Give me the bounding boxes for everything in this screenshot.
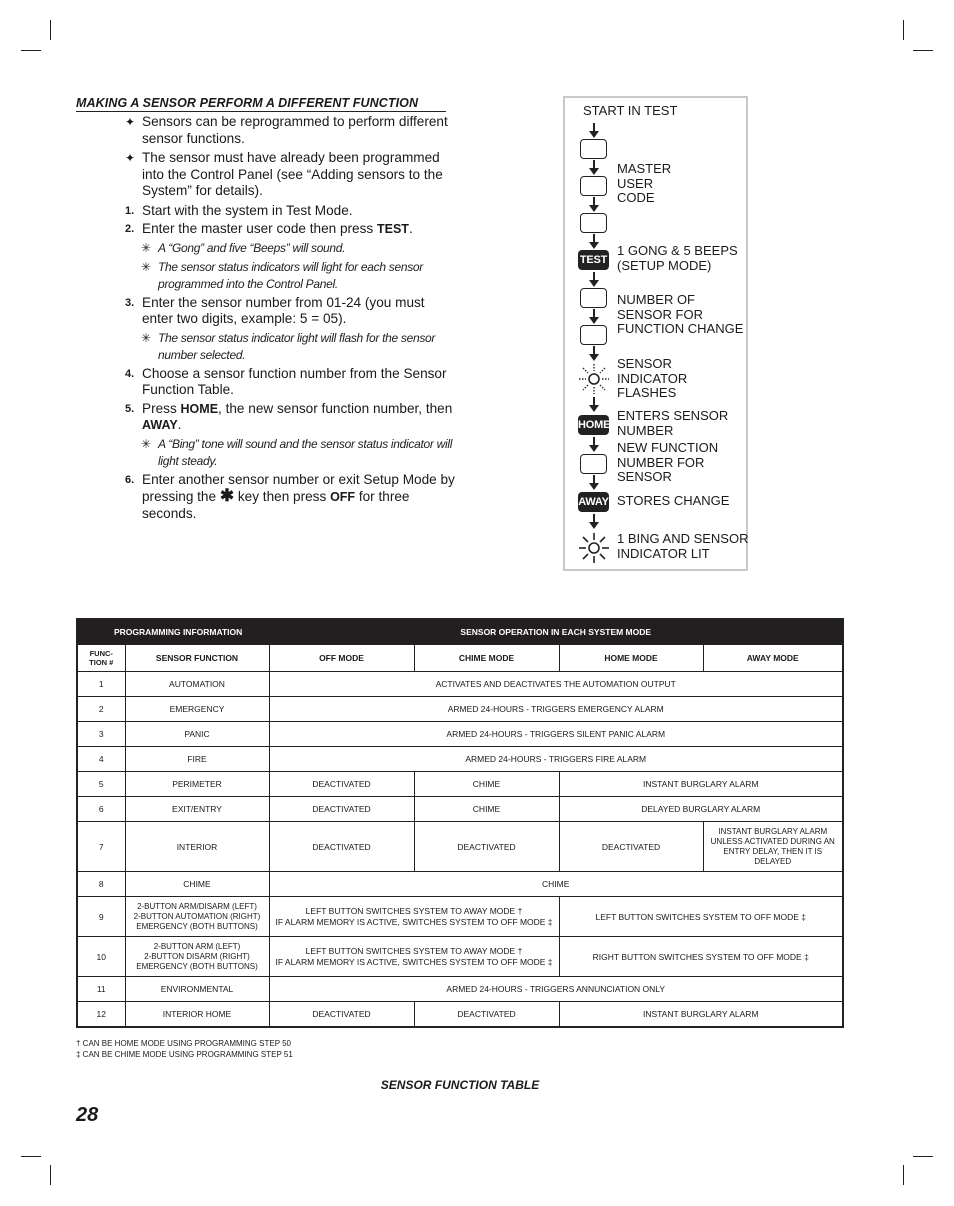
flashing-indicator-icon: [577, 362, 611, 396]
down-arrow-icon: [589, 346, 599, 361]
step-6: 6. Enter another sensor number or exit Setup Mode by pressing the ✱ key then press OFF for three seconds.: [125, 471, 455, 521]
table-row: 7 INTERIOR DEACTIVATED DEACTIVATED DEACTIVATED INSTANT BURGLARY ALARM UNLESS ACTIVATED DURING AN ENTRY DELAY, THEN IT IS DELAYED: [77, 822, 843, 872]
step-number: 2.: [125, 223, 135, 235]
bullet-item: [76, 114, 456, 147]
flow-master-code-label: MASTER USER CODE: [617, 161, 672, 206]
step-note: ✳ The sensor status indicator light will flash for the sensor number selected.: [141, 330, 436, 362]
lit-indicator-icon: [577, 531, 611, 565]
step-text: Start with the system in Test Mode.: [142, 202, 353, 218]
bullet-text: Sensors can be reprogrammed to perform different sensor functions.: [142, 114, 448, 146]
instructions: [76, 114, 456, 524]
step-number: 3.: [125, 296, 135, 309]
down-arrow-icon: [589, 397, 599, 412]
down-arrow-icon: [589, 160, 599, 175]
down-arrow-icon: [589, 514, 599, 529]
col-function-number: FUNC- TION #: [77, 645, 125, 672]
flow-enters-label: ENTERS SENSOR NUMBER: [617, 408, 729, 438]
section-heading: MAKING A SENSOR PERFORM A DIFFERENT FUNCTION: [76, 96, 446, 112]
step-text: Enter the master user code then press: [142, 221, 377, 236]
keypad-key-icon: [580, 288, 607, 308]
step-3: [76, 295, 456, 328]
page-number: 28: [76, 1104, 99, 1126]
crop-mark: [50, 20, 51, 40]
flow-bing-label: 1 BING AND SENSOR INDICATOR LIT: [617, 531, 749, 561]
down-arrow-icon: [589, 123, 599, 138]
flow-flashes-label: SENSOR INDICATOR FLASHES: [617, 356, 688, 401]
flow-gong-label: 1 GONG & 5 BEEPS (SETUP MODE): [617, 243, 738, 273]
table-row: 10 2-BUTTON ARM (LEFT) 2-BUTTON DISARM (RIGHT) EMERGENCY (BOTH BUTTONS) LEFT BUTTON SWITCHES SYSTEM TO AWAY MODE † IF ALARM MEMORY IS ACTIVE, SWITCHES SYSTEM TO OFF MODE ‡ RIGHT BUTTON SWITCHES SYSTEM TO OFF MODE ‡: [77, 937, 843, 977]
down-arrow-icon: [589, 272, 599, 287]
flow-start-label: START IN TEST: [583, 103, 678, 118]
down-arrow-icon: [589, 475, 599, 490]
off-key-label: OFF: [330, 490, 356, 504]
step-number: 6.: [125, 473, 135, 486]
table-row: 11 ENVIRONMENTAL ARMED 24-HOURS - TRIGGERS ANNUNCIATION ONLY: [77, 977, 843, 1002]
keypad-key-icon: [580, 176, 607, 196]
crop-mark: [21, 1156, 41, 1157]
table-row: 4 FIRE ARMED 24-HOURS - TRIGGERS FIRE ALARM: [77, 747, 843, 772]
table-row: 9 2-BUTTON ARM/DISARM (LEFT) 2-BUTTON AUTOMATION (RIGHT) EMERGENCY (BOTH BUTTONS) LEFT BUTTON SWITCHES SYSTEM TO AWAY MODE † IF ALARM MEMORY IS ACTIVE, SWITCHES SYSTEM TO OFF MODE ‡ LEFT BUTTON SWITCHES SYSTEM TO OFF MODE ‡: [77, 897, 843, 937]
table-caption: SENSOR FUNCTION TABLE: [380, 1078, 540, 1092]
down-arrow-icon: [589, 234, 599, 249]
col-home-mode: HOME MODE: [559, 645, 703, 672]
col-away-mode: AWAY MODE: [703, 645, 843, 672]
header-sensor-operation: SENSOR OPERATION IN EACH SYSTEM MODE: [269, 619, 843, 645]
asterisk-icon: ✳: [141, 259, 151, 274]
step-number: 5.: [125, 402, 135, 415]
home-key-label: HOME: [180, 401, 219, 416]
down-arrow-icon: [589, 437, 599, 452]
sensor-function-table: [76, 618, 844, 1028]
table-row: 5 PERIMETER DEACTIVATED CHIME INSTANT BURGLARY ALARM: [77, 772, 843, 797]
step-number: 1.: [125, 204, 135, 217]
step-text: Enter the sensor number from 01-24 (you must enter two digits, example: 5 = 05).: [142, 294, 425, 326]
table-row: 2 EMERGENCY ARMED 24-HOURS - TRIGGERS EMERGENCY ALARM: [77, 697, 843, 722]
step-number: 4.: [125, 367, 135, 380]
table-row: 12 INTERIOR HOME DEACTIVATED DEACTIVATED INSTANT BURGLARY ALARM: [77, 1002, 843, 1027]
step-2: 2. Enter the master user code then press TEST.: [125, 221, 413, 236]
crop-mark: [913, 1156, 933, 1157]
crop-mark: [913, 50, 933, 51]
keypad-key-icon: [580, 213, 607, 233]
crop-mark: [903, 20, 904, 40]
down-arrow-icon: [589, 309, 599, 324]
col-chime-mode: CHIME MODE: [414, 645, 559, 672]
crop-mark: [903, 1165, 904, 1185]
table-row: 6 EXIT/ENTRY DEACTIVATED CHIME DELAYED BURGLARY ALARM: [77, 797, 843, 822]
col-sensor-function: SENSOR FUNCTION: [125, 645, 269, 672]
step-5: 5. Press HOME, the new sensor function number, then AWAY.: [125, 400, 453, 432]
flow-new-function-label: NEW FUNCTION NUMBER FOR SENSOR: [617, 440, 719, 485]
step-note: ✳ A “Gong” and five “Beeps” will sound.: [141, 240, 346, 255]
star-key-icon: ✱: [219, 486, 235, 505]
away-key-icon: AWAY: [578, 492, 609, 512]
down-arrow-icon: [589, 197, 599, 212]
table-row: 1 AUTOMATION ACTIVATES AND DEACTIVATES THE AUTOMATION OUTPUT: [77, 672, 843, 697]
step-4: [76, 366, 456, 399]
bullet-item: [76, 150, 456, 200]
header-programming-info: PROGRAMMING INFORMATION: [77, 619, 269, 645]
setup-flowchart: [563, 96, 748, 571]
flow-stores-label: STORES CHANGE: [617, 493, 730, 508]
keypad-key-icon: [580, 139, 607, 159]
diamond-bullet-icon: ✦: [125, 151, 136, 165]
test-key-label: TEST: [377, 222, 409, 236]
footnote: ‡ CAN BE CHIME MODE USING PROGRAMMING STEP 51: [76, 1050, 293, 1059]
step-note: ✳ The sensor status indicators will light for each sensor programmed into the Control Panel.: [141, 259, 423, 291]
test-key-icon: TEST: [578, 250, 609, 270]
step-1: [76, 203, 456, 220]
step-note: ✳ A “Bing” tone will sound and the sensor status indicator will light steady.: [141, 436, 453, 468]
step-text: Choose a sensor function number from the Sensor Function Table.: [142, 365, 447, 397]
crop-mark: [21, 50, 41, 51]
table-row: 8 CHIME CHIME: [77, 872, 843, 897]
crop-mark: [50, 1165, 51, 1185]
flow-sensor-number-label: NUMBER OF SENSOR FOR FUNCTION CHANGE: [617, 292, 744, 337]
bullet-text: The sensor must have already been programmed into the Control Panel (see “Adding sensors to the System” for details).: [142, 150, 443, 198]
diamond-bullet-icon: ✦: [125, 115, 136, 129]
asterisk-icon: ✳: [141, 240, 151, 255]
away-key-label: AWAY: [142, 418, 178, 432]
keypad-key-icon: [580, 454, 607, 474]
asterisk-icon: ✳: [141, 436, 151, 451]
table-header-row: [77, 619, 843, 645]
table-row: 3 PANIC ARMED 24-HOURS - TRIGGERS SILENT PANIC ALARM: [77, 722, 843, 747]
col-off-mode: OFF MODE: [269, 645, 414, 672]
footnote: † CAN BE HOME MODE USING PROGRAMMING STEP 50: [76, 1039, 291, 1048]
table-column-headers: [77, 645, 843, 672]
home-key-icon: HOME: [578, 415, 609, 435]
keypad-key-icon: [580, 325, 607, 345]
table-footnotes: [76, 1038, 293, 1060]
asterisk-icon: ✳: [141, 330, 151, 345]
